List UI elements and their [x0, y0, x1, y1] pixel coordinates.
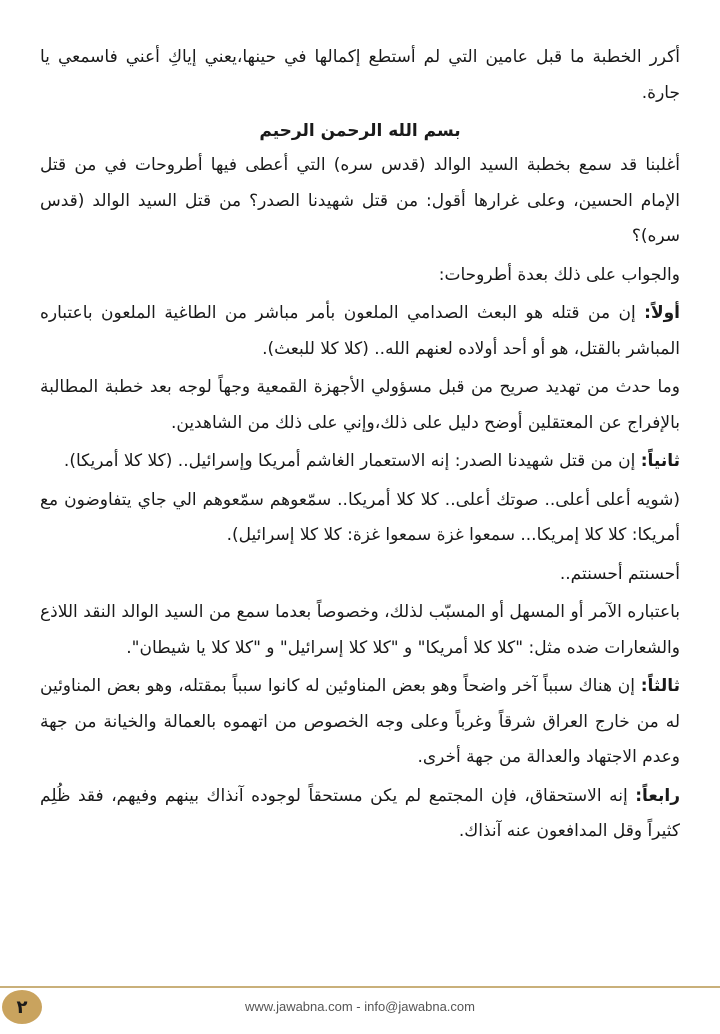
basmala-heading: بسم الله الرحمن الرحيم — [259, 121, 461, 141]
second-thesis-lead: ثانياً: — [640, 451, 680, 471]
first-thesis-lead: أولاً: — [644, 303, 680, 323]
paragraph-8: باعتباره الآمر أو المسهل أو المسبّب لذلك، وخصوصاً بعدما سمع من السيد الوالد النقد اللاذع والشعارات ضده مثل: "كلا كلا أمريكا" و "كلا كلا إسرائيل" و "كلا كلا يا شيطان". — [40, 602, 680, 658]
document-page — [40, 40, 680, 853]
fourth-thesis-lead: رابعاً: — [635, 785, 680, 806]
paragraph-second-thesis — [40, 444, 680, 480]
fourth-thesis-text: إنه الاستحقاق، فإن المجتمع لم يكن مستحقاً لوجوده آنذاك بينهم وفيهم، فقد ظُلِم كثيراً وقل المدافعون عنه آنذاك. — [40, 785, 680, 841]
third-thesis-text: إن هناك سبباً آخر واضحاً وهو بعض المناوئين له كانوا سبباً بمقتله، وهو بعض المناوئين له من خارج العراق شرقاً وغرباً وعلى وجه الخصوص من اتهموه بالعمالة والخيانة من جهة وعدم الاجتهاد والعدالة من جهة أخرى. — [40, 676, 680, 767]
page-number-badge: ٢ — [2, 990, 42, 1024]
first-thesis-text: إن من قتله هو البعث الصدامي الملعون بأمر مباشر من الطاغية الملعون باعتباره المباشر بالقتل، هو أو أحد أولاده لعنهم الله.. (كلا كلا للبعث). — [40, 303, 680, 359]
footer-divider — [0, 986, 720, 988]
footer-contact: www.jawabna.com - info@jawabna.com — [245, 999, 475, 1014]
paragraph-4: وما حدث من تهديد صريح من قبل مسؤولي الأجهزة القمعية وجهاً لوجه بعد خطبة المطالبة بالإفراج عن المعتقلين أوضح دليل على ذلك،وإني على ذلك من الشاهدين. — [40, 377, 680, 433]
paragraph-6: (شويه أعلى أعلى.. صوتك أعلى.. كلا كلا أمريكا.. سمّعوهم سمّعوهم الي جاي يتفاوضون مع أمريكا: كلا كلا إمريكا... سمعوا غزة سمعوا غزة: كلا كلا إسرائيل). — [40, 489, 680, 545]
paragraph-fourth-thesis — [40, 779, 680, 850]
paragraph-first-thesis — [40, 296, 680, 367]
third-thesis-lead: ثالثاً: — [640, 676, 680, 696]
second-thesis-text: إن من قتل شهيدنا الصدر: إنه الاستعمار الغاشم أمريكا وإسرائيل.. (كلا كلا أمريكا). — [63, 451, 641, 471]
paragraph-7: أحسنتم أحسنتم.. — [559, 563, 680, 584]
paragraph-1: أغلبنا قد سمع بخطبة السيد الوالد (قدس سره) التي أعطى فيها أطروحات في من قتل الإمام الحسين، وعلى غرارها أقول: من قتل شهيدنا الصدر؟ من قتل السيد الوالد (قدس سره)؟ — [40, 155, 680, 246]
intro-paragraph: أكرر الخطبة ما قبل عامين التي لم أستطع إكمالها في حينها،يعني إياكِ أعني فاسمعي يا جارة. — [40, 47, 680, 103]
paragraph-2: والجواب على ذلك بعدة أطروحات: — [438, 264, 680, 285]
paragraph-third-thesis — [40, 669, 680, 776]
